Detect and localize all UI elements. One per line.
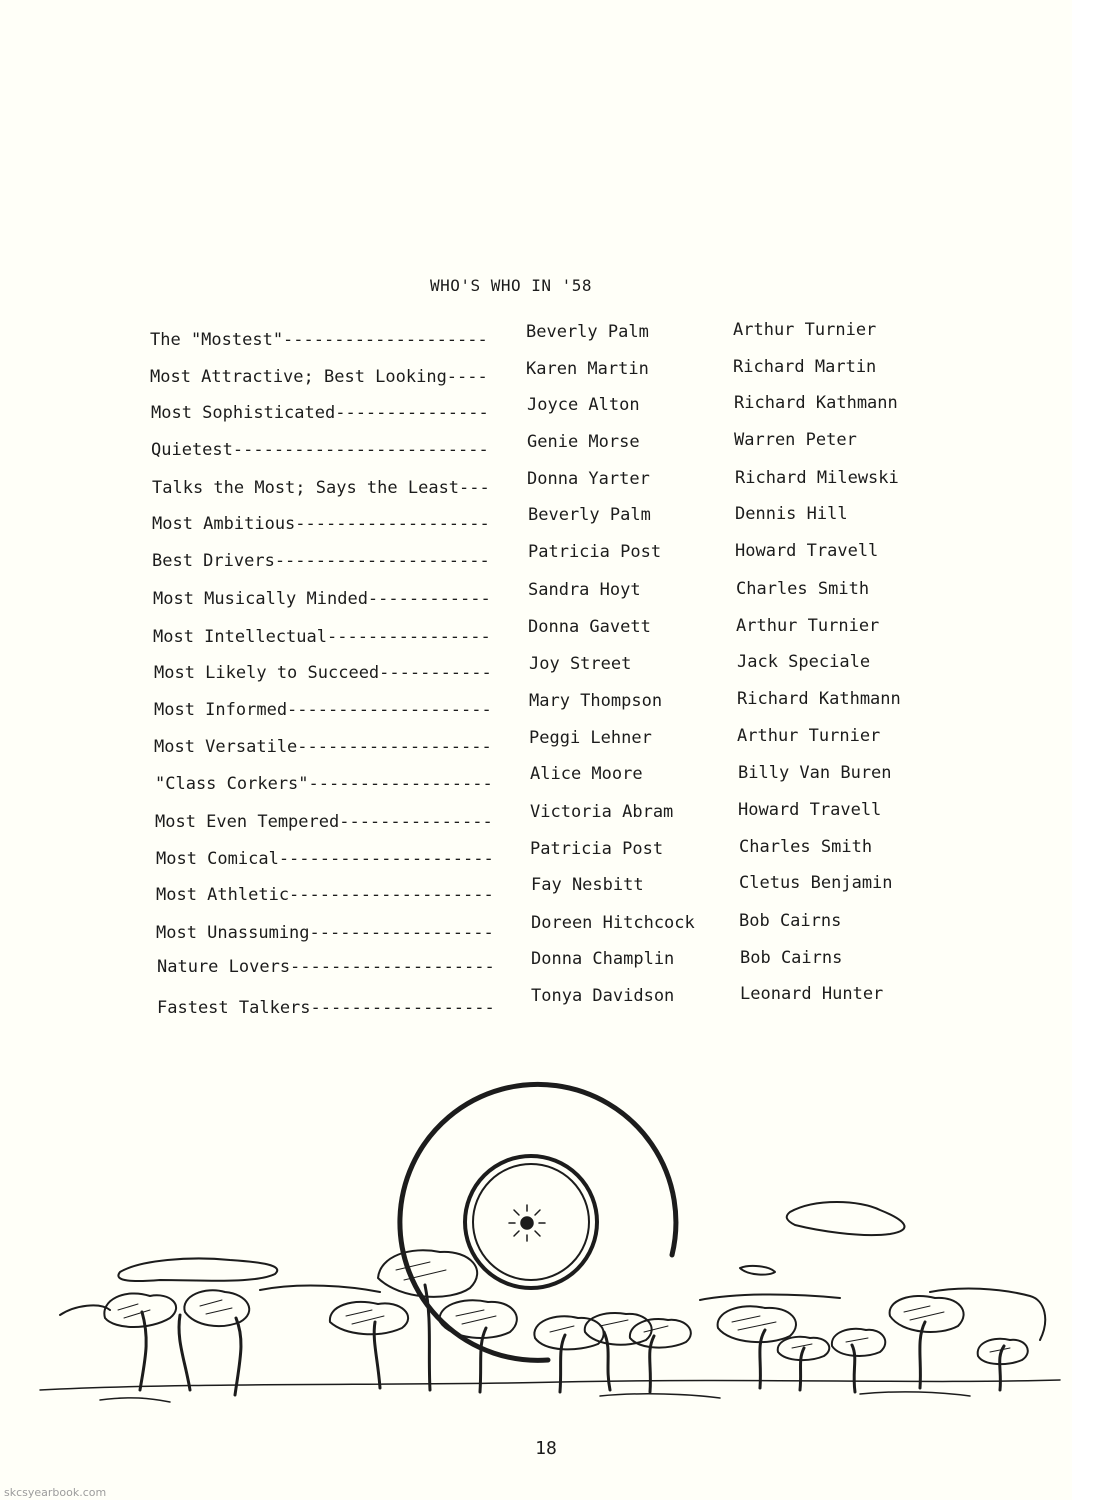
girl-name: Alice Moore (530, 764, 643, 785)
superlative-category: Quietest------------------------- (151, 440, 489, 461)
boy-name: Leonard Hunter (740, 984, 884, 1005)
boy-name: Charles Smith (736, 578, 870, 599)
superlative-category: Fastest Talkers------------------ (157, 998, 495, 1019)
boy-name: Richard Kathmann (737, 688, 901, 709)
boy-name: Howard Travell (735, 541, 879, 562)
superlative-category: Nature Lovers-------------------- (157, 956, 495, 977)
girl-name: Sandra Hoyt (528, 579, 641, 600)
girl-name: Donna Gavett (528, 616, 651, 637)
superlatives-list (0, 320, 1072, 1027)
superlative-category: Most Attractive; Best Looking---- (150, 366, 488, 387)
watermark: skcsyearbook.com (4, 1486, 107, 1499)
girl-name: Doreen Hitchcock (531, 913, 695, 933)
girl-name: Donna Champlin (531, 948, 675, 969)
girl-name: Donna Yarter (527, 468, 650, 489)
girl-name: Tonya Davidson (531, 986, 675, 1007)
girl-name: Karen Martin (526, 358, 649, 379)
girl-name: Beverly Palm (526, 322, 649, 342)
superlative-category: Most Athletic-------------------- (156, 885, 494, 906)
superlative-row (0, 947, 1072, 991)
superlative-category: Most Unassuming------------------ (156, 923, 494, 943)
boy-name: Howard Travell (738, 799, 882, 820)
boy-name: Cletus Benjamin (739, 873, 893, 894)
superlative-category: Talks the Most; Says the Least--- (152, 477, 490, 498)
superlative-category: Most Versatile------------------- (154, 736, 492, 757)
boy-name: Jack Speciale (737, 652, 871, 673)
girl-name: Victoria Abram (530, 801, 674, 822)
boy-name: Arthur Turnier (736, 615, 880, 636)
superlative-category: Most Intellectual---------------- (153, 626, 491, 647)
page-number: 18 (535, 1438, 557, 1459)
boy-name: Bob Cairns (740, 947, 843, 968)
boy-name: Warren Peter (734, 430, 857, 451)
boy-name: Dennis Hill (735, 504, 848, 525)
boy-name: Richard Martin (733, 356, 877, 377)
superlative-category: Most Informed-------------------- (154, 699, 492, 720)
superlative-category: Most Ambitious------------------- (152, 514, 490, 535)
boy-name: Arthur Turnier (737, 725, 881, 746)
girl-name: Mary Thompson (529, 690, 663, 711)
superlative-category: Most Sophisticated--------------- (151, 403, 489, 424)
superlative-category: "Class Corkers"------------------ (155, 774, 493, 795)
girl-name: Patricia Post (530, 838, 664, 859)
superlative-category: Most Likely to Succeed----------- (154, 663, 492, 684)
boy-name: Billy Van Buren (738, 763, 892, 784)
boy-name: Charles Smith (739, 836, 873, 857)
superlative-row (0, 873, 1072, 917)
boy-name: Bob Cairns (739, 911, 842, 931)
superlative-category: Most Musically Minded------------ (153, 588, 491, 609)
girl-name: Joy Street (529, 654, 632, 675)
page-title: WHO'S WHO IN '58 (429, 276, 593, 295)
boy-name: Richard Milewski (735, 467, 899, 488)
superlative-category: Best Drivers--------------------- (152, 551, 490, 572)
sunrise-landscape-drawing-icon (0, 1060, 1072, 1440)
boy-name: Richard Kathmann (734, 393, 898, 414)
boy-name: Arthur Turnier (733, 320, 877, 340)
girl-name: Patricia Post (528, 542, 662, 563)
superlative-category: The "Mostest"-------------------- (150, 330, 488, 350)
superlative-category: Most Comical--------------------- (156, 848, 494, 869)
girl-name: Beverly Palm (528, 505, 651, 526)
girl-name: Peggi Lehner (529, 727, 652, 748)
girl-name: Genie Morse (527, 432, 640, 453)
superlative-category: Most Even Tempered--------------- (155, 811, 493, 832)
girl-name: Joyce Alton (527, 395, 640, 416)
girl-name: Fay Nesbitt (531, 875, 644, 896)
superlative-row (0, 984, 1072, 1027)
